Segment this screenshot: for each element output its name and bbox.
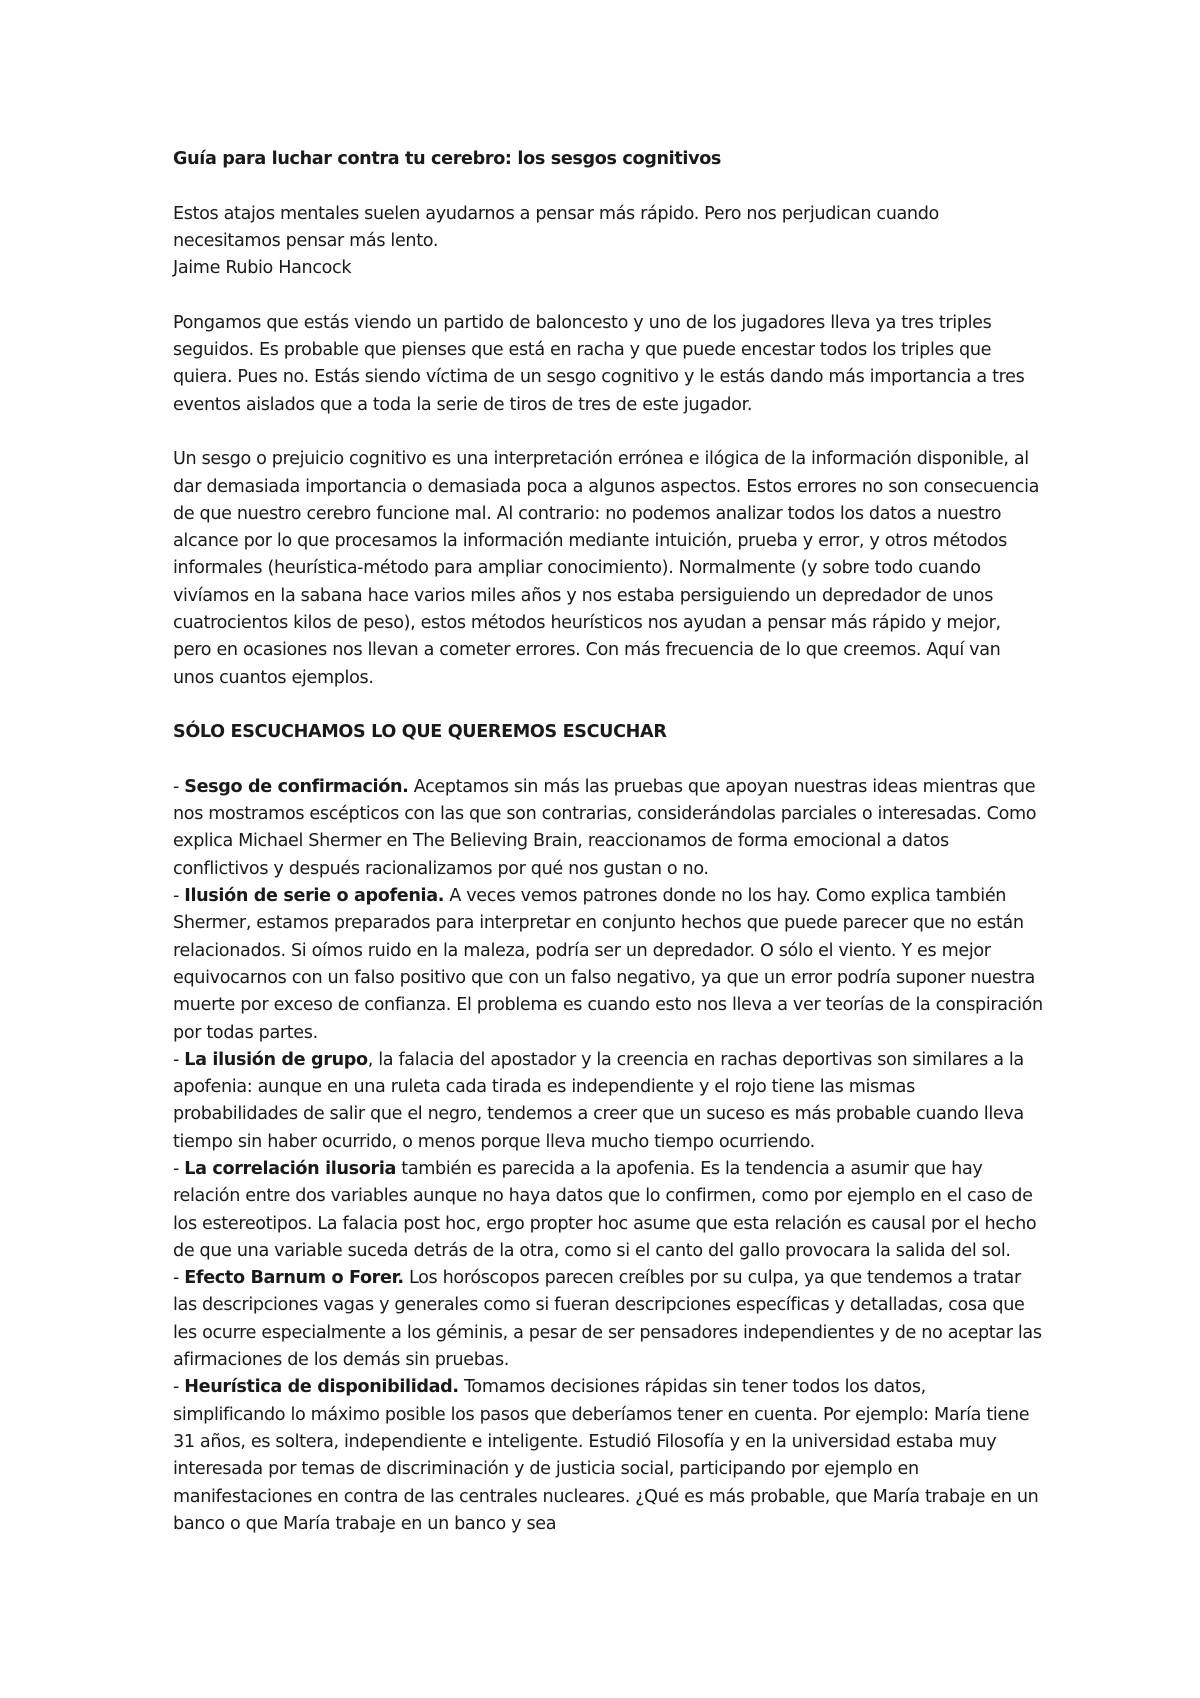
bias-item [173, 1047, 1043, 1156]
bias-item-text: también es parecida a la apofenia. Es la tendencia a asumir que hay relación entre dos variables aunque no haya datos que lo confirmen, como por ejemplo en el caso de los estereotipos. La falacia post hoc, ergo propter hoc asume que esta relación es causal por el hecho de que una variable suceda detrás de la otra, como si el canto del gallo provocara la salida del sol. [173, 1158, 1037, 1261]
bias-item [173, 1374, 1043, 1538]
bias-item-text: , la falacia del apostador y la creencia en rachas deportivas son similares a la apofenia: aunque en una ruleta cada tirada es independiente y el rojo tiene las mismas probabilidades de salir que el negro, tendemos a creer que un suceso es más probable cuando lleva tiempo sin haber ocurrido, o menos porque lleva mucho tiempo ocurriendo. [173, 1049, 1024, 1152]
bias-item-prefix: - [173, 1377, 185, 1398]
bias-item-prefix: - [173, 776, 185, 797]
intro-paragraph-2: Un sesgo o prejuicio cognitivo es una interpretación errónea e ilógica de la información disponible, al dar demasiada importancia o demasiada poca a algunos aspectos. Estos errores no son consecuencia de que nuestro cerebro funcione mal. Al contrario: no podemos analizar todos los datos a nuestro alcance por lo que procesamos la información mediante intuición, prueba y error, y otros métodos informales (heurística-método para ampliar conocimiento). Normalmente (y sobre todo cuando vivíamos en la sabana hace varios miles años y nos estaba persiguiendo un depredador de unos cuatrocientos kilos de peso), estos métodos heurísticos nos ayudan a pensar más rápido y mejor, pero en ocasiones nos llevan a cometer errores. Con más frecuencia de lo que creemos. Aquí van unos cuantos ejemplos. [173, 449, 1040, 688]
bias-item [173, 883, 1043, 1047]
spacer [173, 282, 1043, 309]
spacer [173, 747, 1043, 774]
spacer [173, 692, 1043, 719]
bias-item-text: Aceptamos sin más las pruebas que apoyan nuestras ideas mientras que nos mostramos escépticos con las que son contrarias, considerándolas parciales o interesadas. Como explica Michael Shermer en The Believing Brain, reaccionamos de forma emocional a datos conflictivos y después racionalizamos por qué nos gustan o no. [173, 776, 1037, 879]
bias-item-text: Tomamos decisiones rápidas sin tener todos los datos, simplificando lo máximo posible los pasos que deberíamos tener en cuenta. Por ejemplo: María tiene 31 años, es soltera, independiente e inteligente. Estudió Filosofía y en la universidad estaba muy interesada por temas de discriminación y de justicia social, participando por ejemplo en manifestaciones en contra de las centrales nucleares. ¿Qué es más probable, que María trabaje en un banco o que María trabaje en un banco y sea [173, 1377, 1039, 1534]
bias-item-text: Los horóscopos parecen creíbles por su culpa, ya que tendemos a tratar las descripciones vagas y generales como si fueran descripciones específicas y detalladas, cosa que les ocurre especialmente a los géminis, a pesar de ser pensadores independientes y de no aceptar las afirmaciones de los demás sin pruebas. [173, 1268, 1042, 1371]
section-heading: SÓLO ESCUCHAMOS LO QUE QUEREMOS ESCUCHAR [173, 722, 667, 743]
subtitle-line-1: Estos atajos mentales suelen ayudarnos a pensar más rápido. Pero nos perjudican cuando [173, 203, 939, 224]
bias-item-term: La correlación ilusoria [184, 1158, 397, 1179]
bias-item-text: A veces vemos patrones donde no los hay. Como explica también Shermer, estamos preparados para interpretar en conjunto hechos que puede parecer que no están relacionados. Si oímos ruido en la maleza, podría ser un depredador. O sólo el viento. Y es mejor equivocarnos con un falso positivo que con un falso negativo, ya que un error podría suponer nuestra muerte por exceso de confianza. El problema es cuando esto nos lleva a ver teorías de la conspiración por todas partes. [173, 886, 1043, 1043]
bias-item-term: Ilusión de serie o apofenia. [184, 886, 445, 907]
bias-item-term: Heurística de disponibilidad. [184, 1377, 459, 1398]
spacer [173, 173, 1043, 200]
bias-item-term: Efecto Barnum o Forer. [184, 1268, 404, 1289]
document-body [173, 146, 1043, 1538]
intro-paragraph-1: Pongamos que estás viendo un partido de baloncesto y uno de los jugadores lleva ya tres triples seguidos. Es probable que pienses que está en racha y que puede encestar todos los triples que quiera. Pues no. Estás siendo víctima de un sesgo cognitivo y le estás dando más importancia a tres eventos aislados que a toda la serie de tiros de tres de este jugador. [173, 312, 1025, 415]
document-title: Guía para luchar contra tu cerebro: los sesgos cognitivos [173, 149, 722, 169]
bias-item [173, 1265, 1043, 1374]
bias-item [173, 774, 1043, 883]
bias-item [173, 1156, 1043, 1265]
subtitle-line-2: necesitamos pensar más lento. [173, 230, 439, 251]
bias-item-prefix: - [173, 1158, 185, 1179]
bias-item-prefix: - [173, 1049, 185, 1070]
bias-item-term: Sesgo de confirmación. [184, 776, 409, 797]
spacer [173, 419, 1043, 446]
author: Jaime Rubio Hancock [173, 258, 352, 279]
bias-item-prefix: - [173, 1268, 185, 1289]
bias-item-prefix: - [173, 886, 185, 907]
bias-item-term: La ilusión de grupo [184, 1049, 368, 1070]
